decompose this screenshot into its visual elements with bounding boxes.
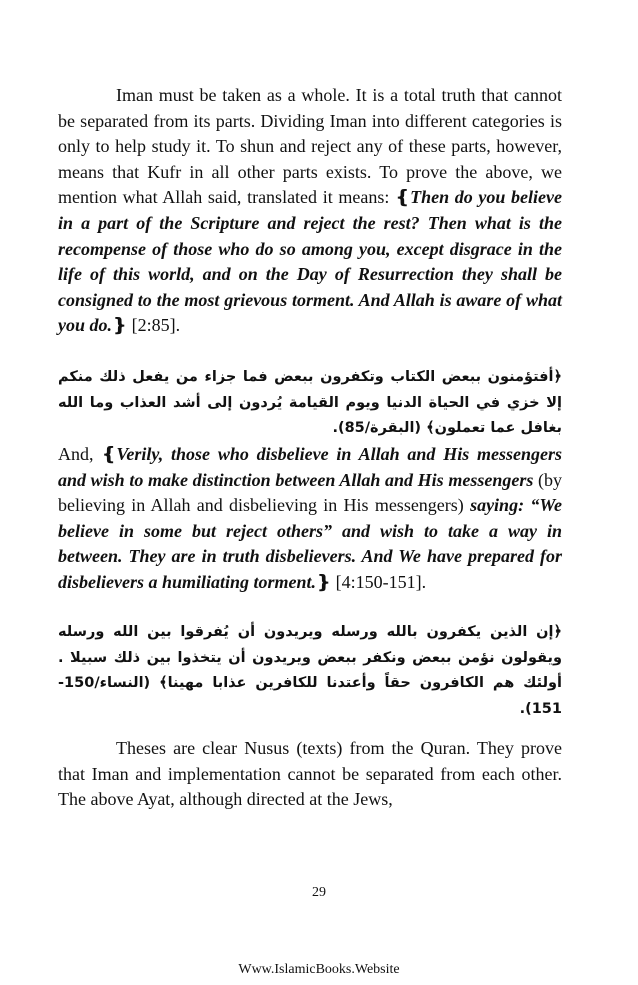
verse-reference: [4:150-151]. xyxy=(331,571,427,592)
page-number: 29 xyxy=(312,885,326,900)
paragraph-iman-whole xyxy=(58,83,562,339)
arabic-verse-baqarah: ﴿أفتؤمنون ببعض الكتاب وتكفرون ببعض فما جزاء من يفعل ذلك منكم إلا خزي في الحياة الدنيا ويوم القيامة يُردون إلى أشد العذاب وما الله بغافل عما تعملون﴾ (البقرة/85). xyxy=(58,369,562,437)
paragraph-nusus: Theses are clear Nusus (texts) from the Quran. They prove that Iman and implementation cannot be separated from each other. The above Ayat, although directed at the Jews, xyxy=(58,738,562,810)
paragraph-nisa-quote xyxy=(58,442,562,596)
quote-close-mark: ❵ xyxy=(316,571,332,592)
paragraph-lead-text: Iman must be taken as a whole. It is a total truth that cannot be separated from its parts. Dividing Iman into different categories is only to help study it. To shun and reject any of these parts, however, means that Kufr in all other parts exists. To prove the above, we mention what Allah said, translated it means: xyxy=(58,85,562,208)
paragraph-lead-text: And, xyxy=(58,444,102,464)
quran-translation-quote: Then do you believe in a part of the Scripture and reject the rest? Then what is the recompense of those who do so among you, except disgrace in the life of this world, and on the Day of Resurrection they shall be consigned to the most grievous torment. And Allah is aware of what you do. xyxy=(58,187,562,336)
arabic-verse-nisa: ﴿إن الذين يكفرون بالله ورسله ويريدون أن يُفرقوا بين الله ورسله ويقولون نؤمن ببعض ونكفر ببعض ويريدون أن يتخذوا بين ذلك سبيلا . أولئك هم الكافرون حقاً وأعتدنا للكافرين عذابا مهينا﴾ (النساء/150-151). xyxy=(58,624,562,717)
verse-reference: [2:85]. xyxy=(127,315,181,336)
quote-close-mark: ❵ xyxy=(112,315,128,336)
explanatory-note: (by believing in Allah and disbelieving in His messengers) xyxy=(58,469,562,516)
website-watermark: Www.IslamicBooks.Website xyxy=(238,962,400,977)
quran-translation-quote-part1: Verily, those who disbelieve in Allah and His messengers and wish to make distinction between Allah and His messengers xyxy=(58,444,563,490)
quote-open-mark: ❴ xyxy=(101,444,117,464)
quote-open-mark: ❴ xyxy=(394,187,411,208)
quran-translation-quote-part2: saying: “We believe in some but reject others” and wish to take a way in between. They are in truth disbelievers. And We have prepared for disbelievers a humiliating torment. xyxy=(58,495,562,592)
